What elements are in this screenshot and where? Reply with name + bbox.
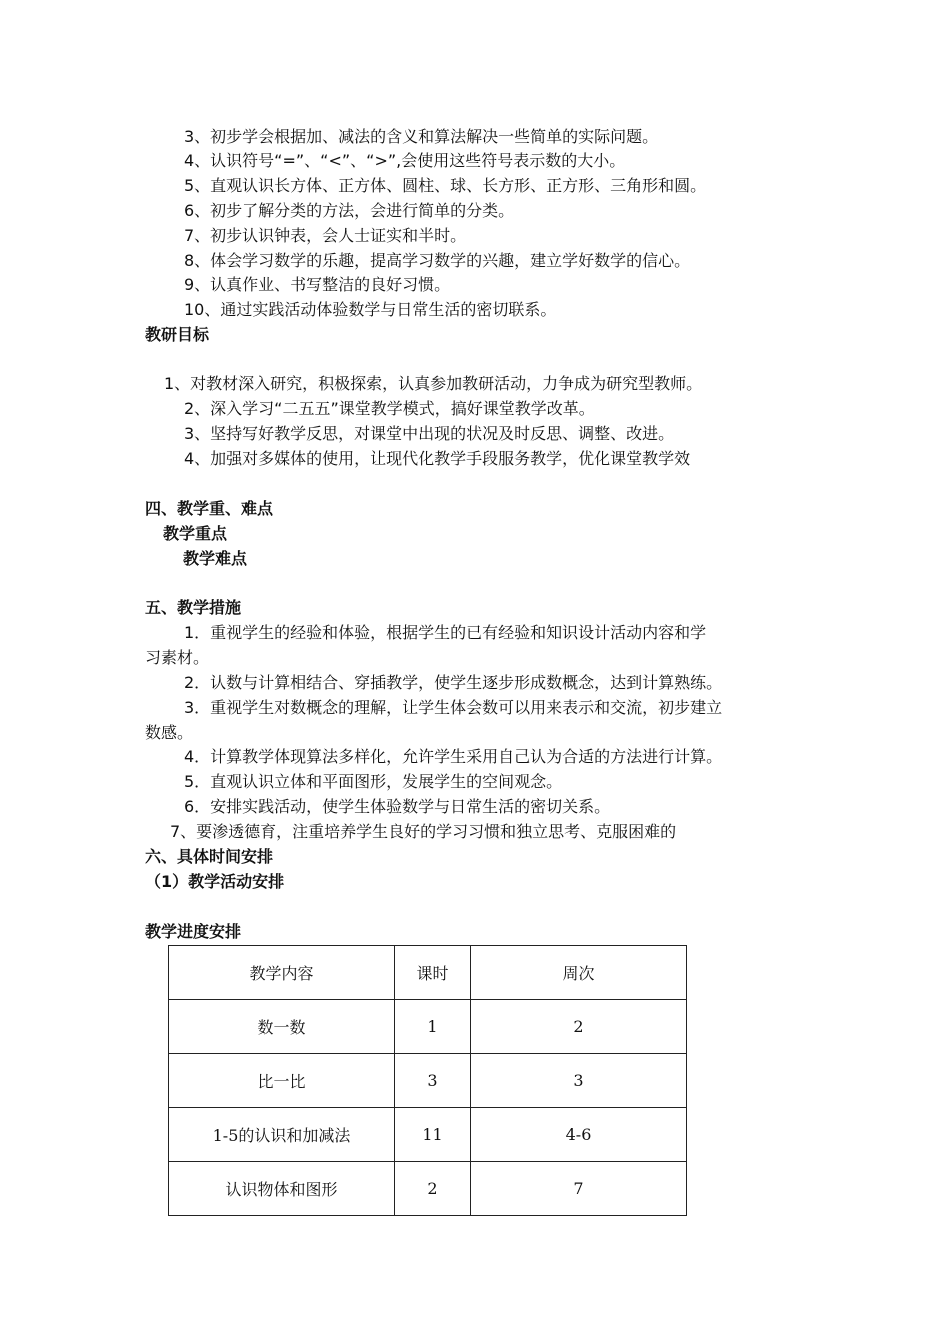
cell-week: 4-6 xyxy=(471,1108,687,1162)
section4-heading: 四、教学重、难点 xyxy=(145,499,274,518)
cell-content: 比一比 xyxy=(169,1054,395,1108)
measure-item-continued: 数感。 xyxy=(145,723,194,742)
measure-item: 2．认数与计算相结合、穿插教学，使学生逐步形成数概念，达到计算熟练。 xyxy=(184,673,723,692)
measure-item: 1．重视学生的经验和体验，根据学生的已有经验和知识设计活动内容和学 xyxy=(184,623,707,642)
research-item: 3、坚持写好教学反思，对课堂中出现的状况及时反思、调整、改进。 xyxy=(184,424,675,443)
cell-content: 数一数 xyxy=(169,1000,395,1054)
measure-item: 3．重视学生对数概念的理解，让学生体会数可以用来表示和交流，初步建立 xyxy=(184,698,723,717)
goal-item: 9、认真作业、书写整洁的良好习惯。 xyxy=(184,275,451,294)
section5-heading: 五、教学措施 xyxy=(145,598,242,617)
measure-item: 7、要渗透德育，注重培养学生良好的学习习惯和独立思考、克服困难的 xyxy=(170,822,677,841)
cell-week: 3 xyxy=(471,1054,687,1108)
section6-heading: 六、具体时间安排 xyxy=(145,847,274,866)
measure-item: 5．直观认识立体和平面图形，发展学生的空间观念。 xyxy=(184,772,563,791)
key-points-heading: 教学重点 xyxy=(163,524,228,543)
cell-hours: 3 xyxy=(395,1054,471,1108)
cell-hours: 11 xyxy=(395,1108,471,1162)
progress-heading: 教学进度安排 xyxy=(145,922,242,941)
research-heading: 教研目标 xyxy=(145,325,210,344)
goal-item: 3、初步学会根据加、减法的含义和算法解决一些简单的实际问题。 xyxy=(184,127,659,146)
measure-item-continued: 习素材。 xyxy=(145,648,210,667)
measure-item: 6．安排实践活动，使学生体验数学与日常生活的密切关系。 xyxy=(184,797,611,816)
difficulties-heading: 教学难点 xyxy=(183,549,248,568)
cell-content: 认识物体和图形 xyxy=(169,1162,395,1216)
research-item: 1、对教材深入研究，积极探索，认真参加教研活动，力争成为研究型教师。 xyxy=(164,374,703,393)
header-content: 教学内容 xyxy=(169,946,395,1000)
cell-week: 7 xyxy=(471,1162,687,1216)
header-hours: 课时 xyxy=(395,946,471,1000)
goal-item: 10、通过实践活动体验数学与日常生活的密切联系。 xyxy=(184,300,557,319)
goal-item: 4、认识符号“=”、“<”、“>”,会使用这些符号表示数的大小。 xyxy=(184,151,626,170)
table-header-row xyxy=(169,946,687,1000)
cell-hours: 2 xyxy=(395,1162,471,1216)
research-item: 4、加强对多媒体的使用，让现代化教学手段服务教学，优化课堂教学效 xyxy=(184,449,691,468)
cell-content: 1-5的认识和加减法 xyxy=(169,1108,395,1162)
table-row xyxy=(169,1000,687,1054)
table-row xyxy=(169,1162,687,1216)
measure-item: 4．计算教学体现算法多样化，允许学生采用自己认为合适的方法进行计算。 xyxy=(184,747,723,766)
activity-subheading: （1）教学活动安排 xyxy=(145,872,285,891)
cell-hours: 1 xyxy=(395,1000,471,1054)
goal-item: 7、初步认识钟表，会人士证实和半时。 xyxy=(184,226,467,245)
goal-item: 6、初步了解分类的方法，会进行简单的分类。 xyxy=(184,201,515,220)
header-week: 周次 xyxy=(471,946,687,1000)
goal-item: 8、体会学习数学的乐趣，提高学习数学的兴趣，建立学好数学的信心。 xyxy=(184,251,691,270)
research-item: 2、深入学习“二五五”课堂教学模式，搞好课堂教学改革。 xyxy=(184,399,595,418)
table-row xyxy=(169,1108,687,1162)
schedule-table xyxy=(168,945,687,1216)
table-row xyxy=(169,1054,687,1108)
goal-item: 5、直观认识长方体、正方体、圆柱、球、长方形、正方形、三角形和圆。 xyxy=(184,176,707,195)
cell-week: 2 xyxy=(471,1000,687,1054)
